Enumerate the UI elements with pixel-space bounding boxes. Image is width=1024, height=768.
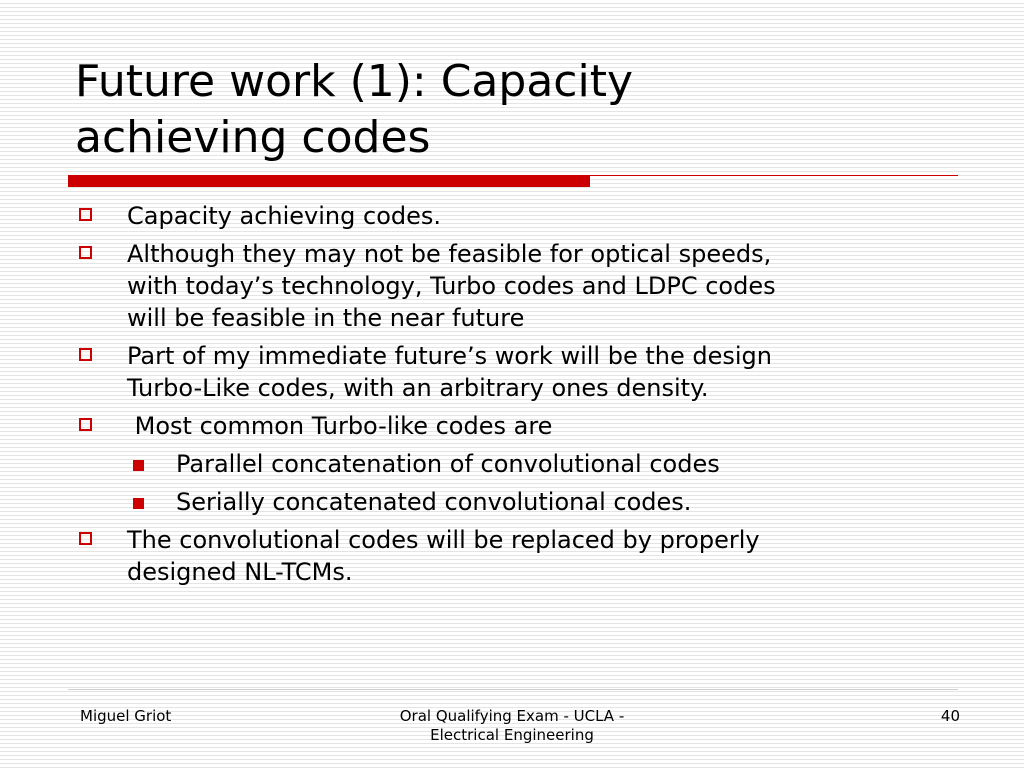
bullet-text-line: will be feasible in the near future [127,304,525,332]
footer-event-line-2: Electrical Engineering [430,726,594,744]
slide-title [75,54,955,166]
bullet-text-line: with today’s technology, Turbo codes and LDPC codes [127,272,776,300]
hollow-square-bullet-icon [79,418,92,431]
title-underline-thin [590,175,958,176]
hollow-square-bullet-icon [79,246,92,259]
hollow-square-bullet-icon [79,532,92,545]
hollow-square-bullet-icon [79,208,92,221]
hollow-square-bullet-icon [79,348,92,361]
bullet-item [0,340,1024,404]
sub-bullet-item [0,448,1024,480]
bullet-list [0,200,1024,594]
footer-event [362,707,662,745]
footer-author: Miguel Griot [80,707,172,725]
bullet-text: Most common Turbo-like codes are [127,412,553,440]
sub-bullet-text: Serially concatenated convolutional codes. [176,488,692,516]
footer-divider [68,689,958,690]
sub-bullet-text: Parallel concatenation of convolutional codes [176,450,720,478]
footer-event-line-1: Oral Qualifying Exam - UCLA - [399,707,625,725]
solid-square-bullet-icon [133,460,144,471]
title-underline-thick [68,175,590,187]
bullet-text-line: designed NL-TCMs. [127,558,353,586]
bullet-item [0,238,1024,334]
bullet-item [0,524,1024,588]
slide-title-line-1: Future work (1): Capacity [75,56,633,107]
bullet-text-line: Turbo-Like codes, with an arbitrary ones density. [127,374,709,402]
bullet-text-line: Although they may not be feasible for optical speeds, [127,240,772,268]
bullet-text: Capacity achieving codes. [127,202,442,230]
slide-title-line-2: achieving codes [75,112,431,163]
bullet-text-line: The convolutional codes will be replaced by properly [127,526,760,554]
bullet-text-line: Part of my immediate future’s work will be the design [127,342,772,370]
bullet-item [0,410,1024,442]
bullet-item [0,200,1024,232]
solid-square-bullet-icon [133,498,144,509]
sub-bullet-item [0,486,1024,518]
page-number: 40 [940,707,960,725]
